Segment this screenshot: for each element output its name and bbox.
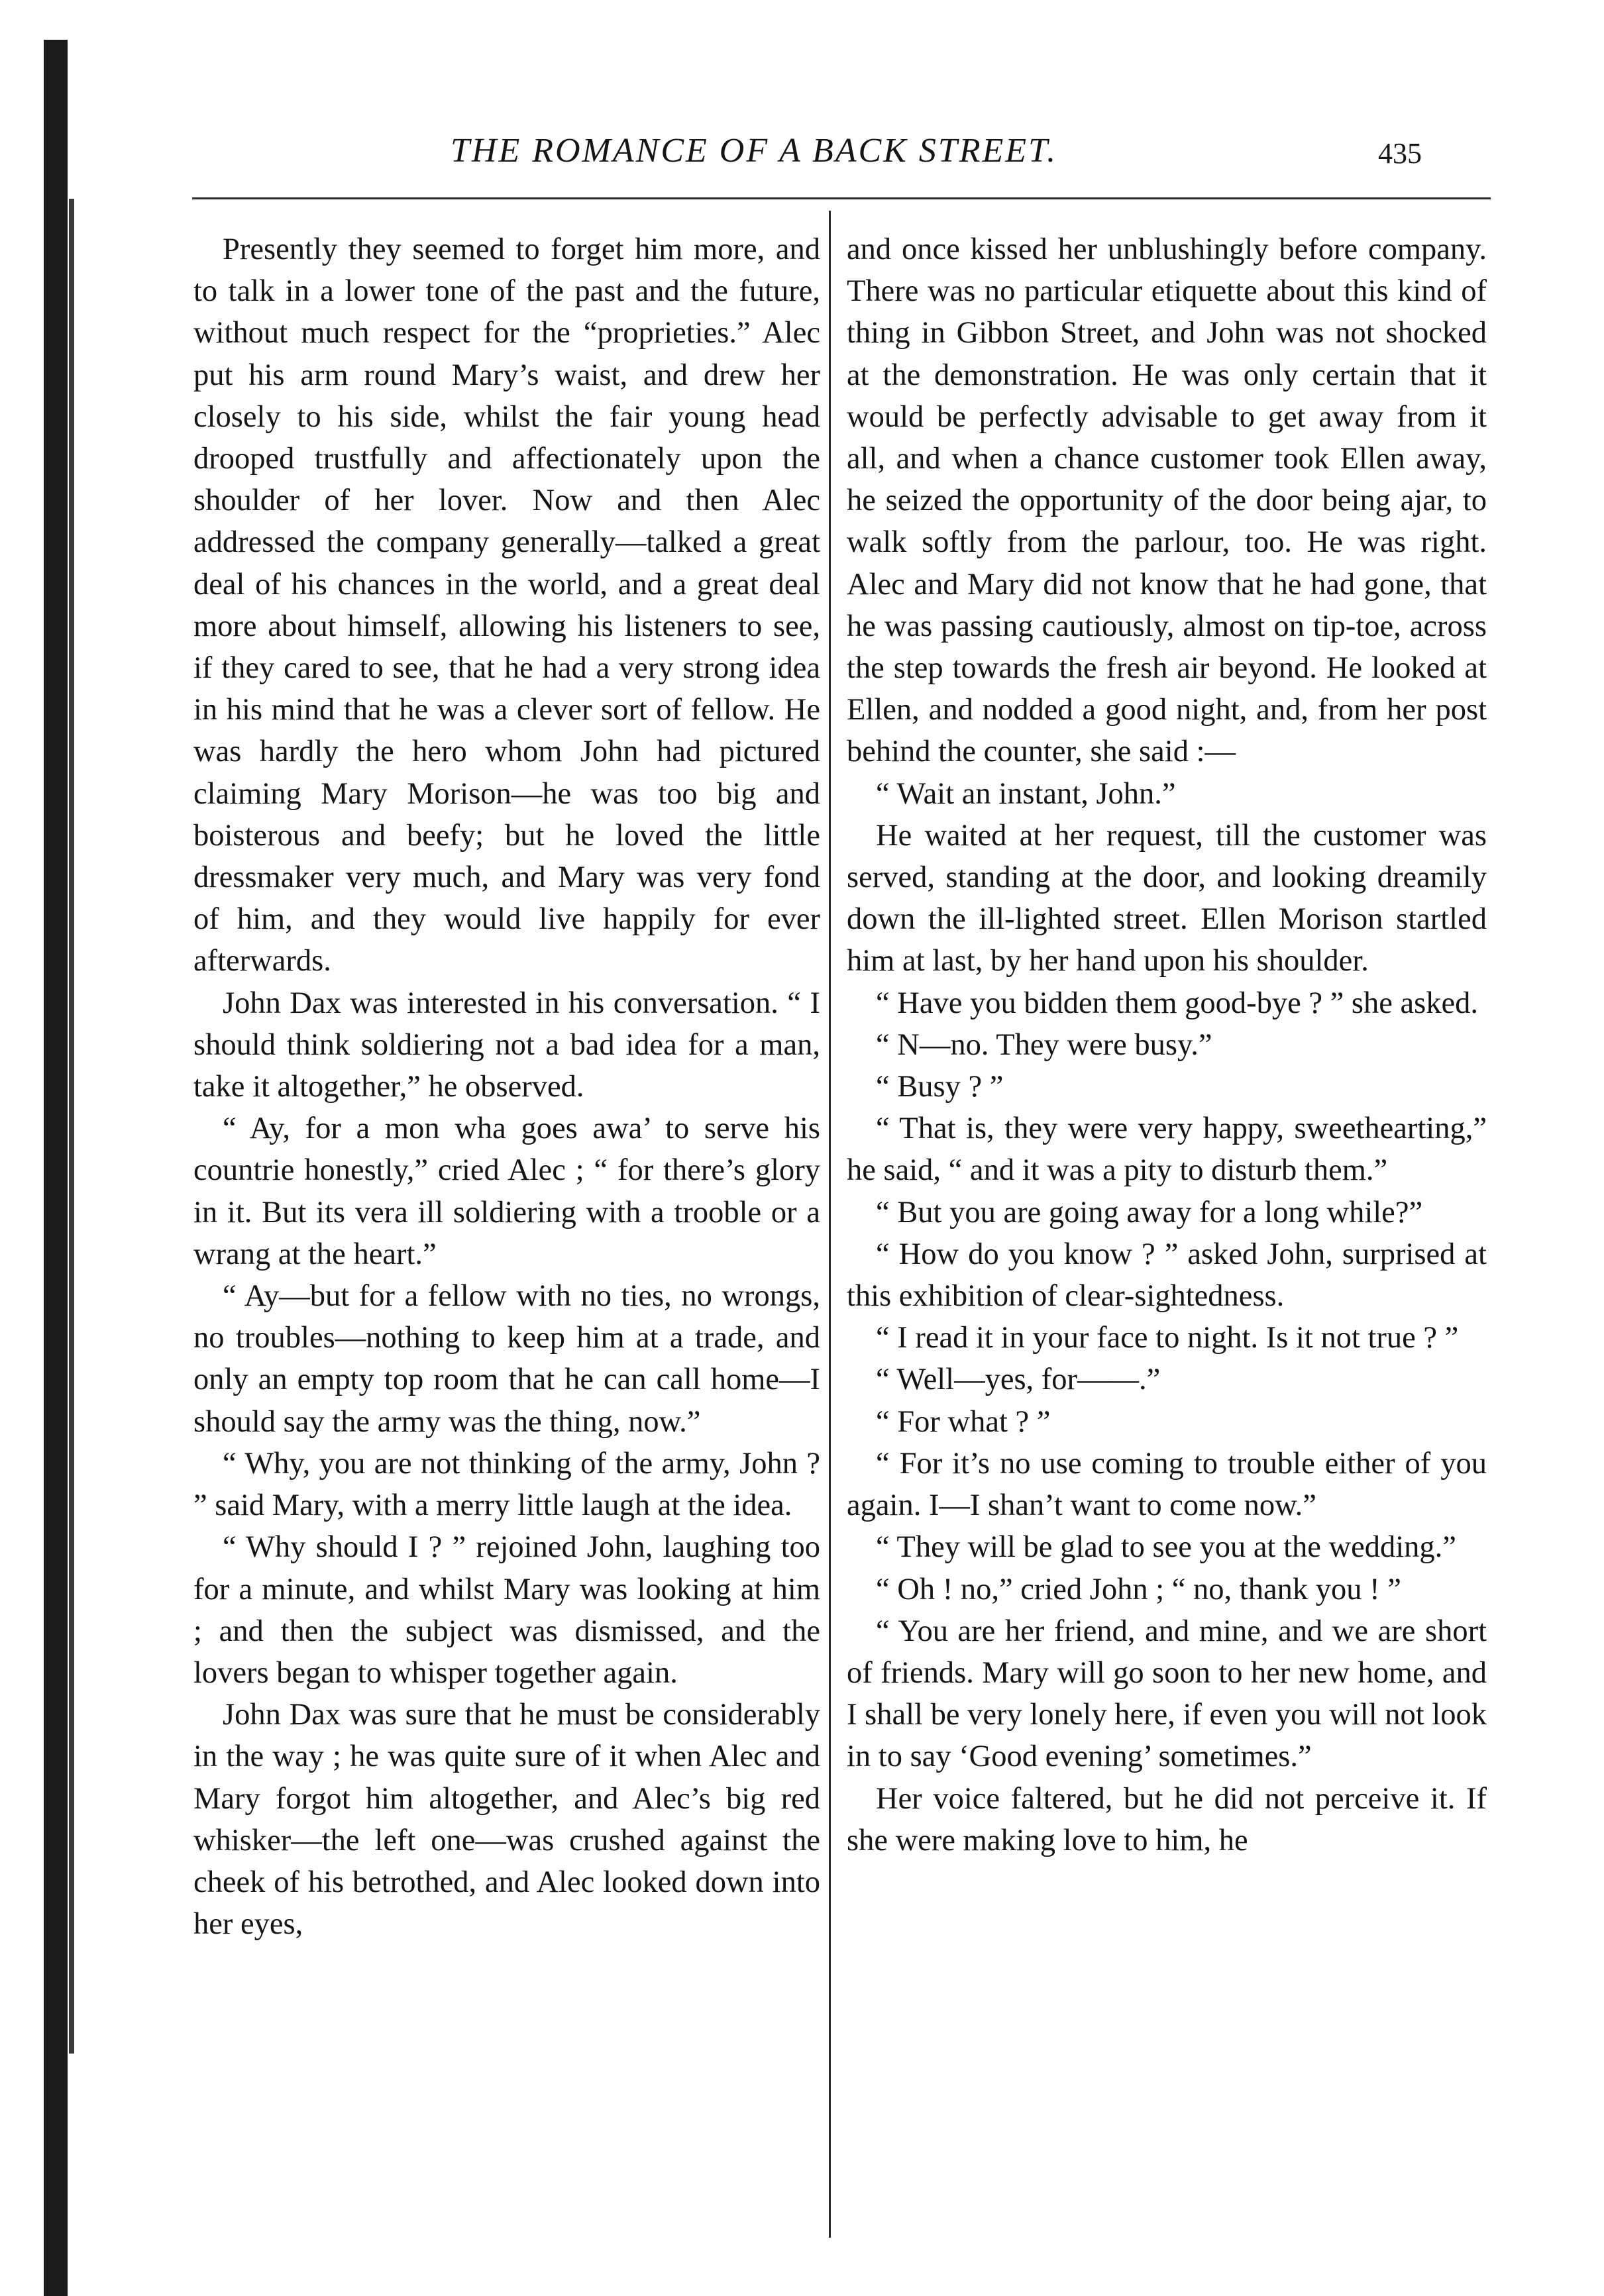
paragraph: “ For what ? ” xyxy=(876,1404,1051,1439)
page-edge-bar xyxy=(44,40,68,2296)
paragraph: “ Busy ? ” xyxy=(876,1070,1004,1104)
paragraph: “ But you are going away for a long while?” xyxy=(876,1195,1423,1229)
page-number: 435 xyxy=(1378,137,1422,170)
paragraph: “ Ay—but for a fellow with no ties, no wrongs, no troubles—nothing to keep him at a trade, and only an empty top room that he can call home—I should say the army was the thing, now.” xyxy=(193,1279,820,1439)
right-column xyxy=(847,229,1487,1861)
paragraph: Presently they seemed to forget him more, and to talk in a lower tone of the past and the future, without much respect for the “proprieties.” Alec put his arm round Mary’s waist, and drew her closely to his side, whilst the fair young head drooped trustfully and affectionately upon the shoulder of her lover. Now and then Alec addressed the company generally—talked a great deal of his chances in the world, and a great deal more about himself, allowing his listeners to see, if they cared to see, that he had a very strong idea in his mind that he was a clever sort of fellow. He was hardly the hero whom John had pictured claiming Mary Morison—he was too big and boisterous and beefy; but he loved the little dressmaker very much, and Mary was very fond of him, and they would live happily for ever afterwards. xyxy=(193,233,820,978)
paragraph: “ For it’s no use coming to trouble either of you again. I—I shan’t want to come now.” xyxy=(847,1446,1487,1523)
paragraph: John Dax was interested in his conversation. “ I should think soldiering not a bad idea for a man, take it altogether,” he observed. xyxy=(193,986,820,1104)
paragraph: “ Ay, for a mon wha goes awa’ to serve his countrie honestly,” cried Alec ; “ for there’s glory in it. But its vera ill soldiering with a trooble or a wrang at the heart.” xyxy=(193,1112,820,1271)
paragraph: “ How do you know ? ” asked John, surprised at this exhibition of clear-sightedness. xyxy=(847,1237,1487,1314)
paragraph: “ Have you bidden them good-bye ? ” she asked. xyxy=(876,986,1479,1020)
paragraph: Her voice faltered, but he did not perceive it. If she were making love to him, he xyxy=(847,1781,1487,1857)
paragraph: “ You are her friend, and mine, and we are short of friends. Mary will go soon to her new home, and I shall be very lonely here, if even you will not look in to say ‘Good evening’ sometimes.” xyxy=(847,1614,1487,1774)
paragraph: “ That is, they were very happy, sweethearting,” he said, “ and it was a pity to disturb them.” xyxy=(847,1112,1487,1188)
paragraph: “ They will be glad to see you at the wedding.” xyxy=(876,1530,1456,1565)
paragraph: John Dax was sure that he must be considerably in the way ; he was quite sure of it when Alec and Mary forgot him altogether, and Alec’s big red whisker—the left one—was crushed against the cheek of his betrothed, and Alec looked down into her eyes, xyxy=(193,1698,820,1942)
paragraph-continued: and once kissed her unblushingly before company. There was no particular etiquette about this kind of thing in Gibbon Street, and John was not shocked at the demonstration. He was only certain that it would be perfectly advisable to get away from it all, and when a chance customer took Ellen away, he seized the opportunity of the door being ajar, to walk softly from the parlour, too. He was right. Alec and Mary did not know that he had gone, that he was passing cautiously, almost on tip-toe, across the step towards the fresh air beyond. He looked at Ellen, and nodded a good night, and, from her post behind the counter, she said :— xyxy=(847,233,1487,769)
paragraph: “ N—no. They were busy.” xyxy=(876,1027,1212,1062)
paragraph: “ Why should I ? ” rejoined John, laughing too for a minute, and whilst Mary was looking at him ; and then the subject was dismissed, and the lovers began to whisper together again. xyxy=(193,1530,820,1690)
paragraph: “ Wait an instant, John.” xyxy=(876,776,1176,811)
left-column xyxy=(193,229,820,1945)
header-rule xyxy=(192,197,1491,199)
paragraph: “ Well—yes, for——.” xyxy=(876,1363,1161,1397)
paragraph: “ Why, you are not thinking of the army, John ? ” said Mary, with a merry little laugh at the idea. xyxy=(193,1446,820,1523)
paragraph: “ I read it in your face to night. Is it not true ? ” xyxy=(876,1321,1459,1355)
paragraph: He waited at her request, till the customer was served, standing at the door, and looking dreamily down the ill-lighted street. Ellen Morison startled him at last, by her hand upon his shoulder. xyxy=(847,818,1487,978)
page-edge-shadow xyxy=(69,199,74,2054)
running-title: THE ROMANCE OF A BACK STREET. xyxy=(451,132,1058,170)
paragraph: “ Oh ! no,” cried John ; “ no, thank you ! ” xyxy=(876,1572,1401,1606)
column-divider xyxy=(829,211,831,2238)
